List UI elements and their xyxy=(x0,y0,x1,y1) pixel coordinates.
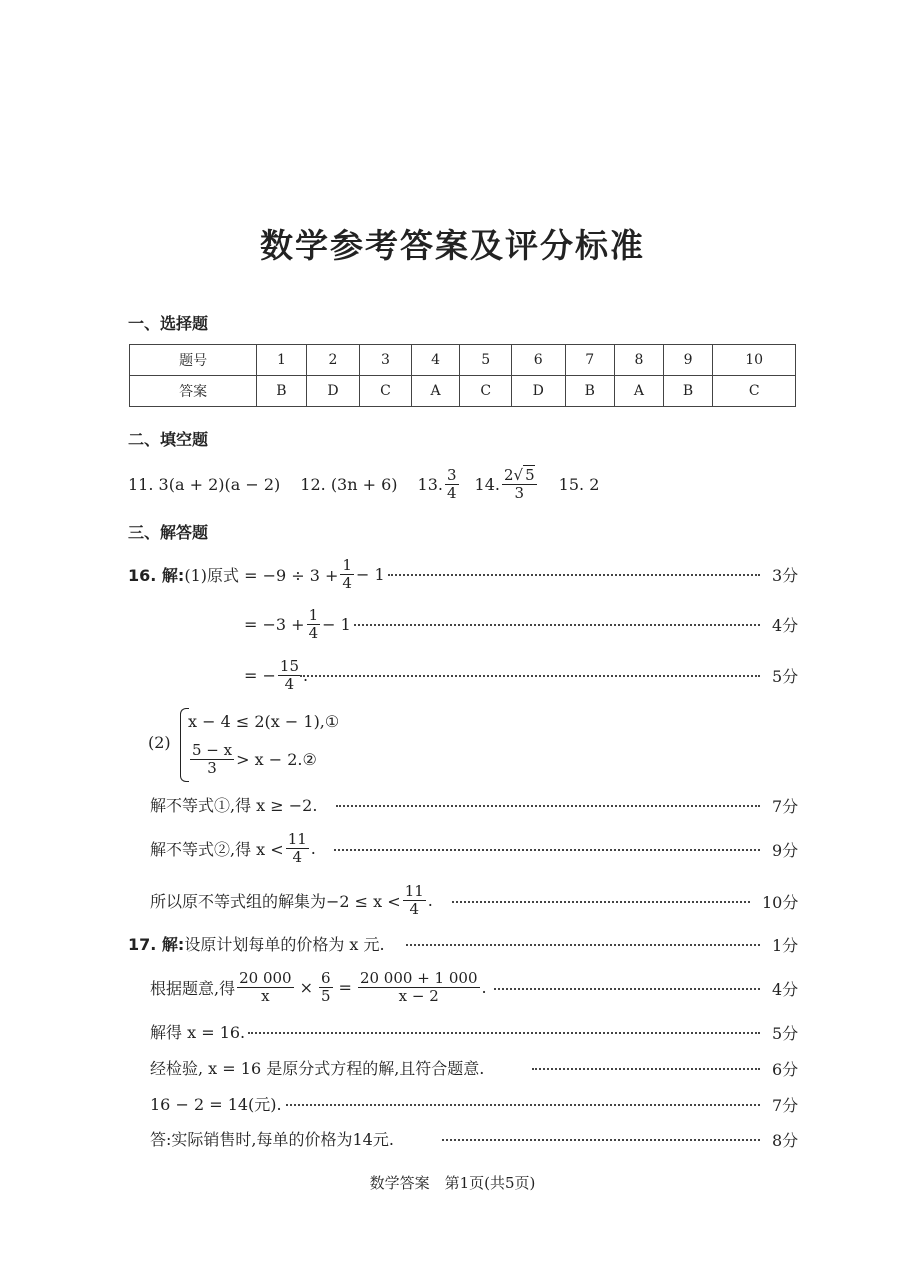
table-cell: 答案 xyxy=(130,376,257,407)
q17-line-1 xyxy=(128,931,385,955)
table-cell: 4 xyxy=(411,345,460,376)
denominator: 5 xyxy=(321,986,331,1005)
table-cell: 10 xyxy=(713,345,796,376)
expression: . xyxy=(481,977,487,997)
leader-dots xyxy=(336,805,760,807)
radicand: 5 xyxy=(525,466,535,484)
part-2-label: (2) xyxy=(148,733,171,752)
expression: (1)原式 = −9 ÷ 3 + xyxy=(184,565,339,585)
leader-dots xyxy=(494,988,760,990)
table-cell: D xyxy=(306,376,360,407)
numerator: 15 xyxy=(279,657,299,675)
fill-q12: 12. (3n + 6) xyxy=(300,474,398,494)
q16-line-2 xyxy=(244,604,351,644)
leader-dots xyxy=(248,1032,760,1034)
fraction xyxy=(307,607,321,641)
numerator: 1 xyxy=(342,556,352,574)
table-cell: 7 xyxy=(565,345,615,376)
q16-step-1: 解不等式①,得 x ≥ −2. xyxy=(150,795,318,815)
section-choice-heading: 一、选择题 xyxy=(128,314,209,333)
table-cell: 6 xyxy=(511,345,565,376)
q17-line-4: 经检验, x = 16 是原分式方程的解,且符合题意. xyxy=(150,1058,485,1078)
denominator: 4 xyxy=(308,623,319,642)
page-title: 数学参考答案及评分标准 xyxy=(260,226,645,265)
table-cell: 8 xyxy=(615,345,664,376)
expression: = −3 + xyxy=(244,614,305,634)
score: 5分 xyxy=(772,667,799,686)
q17-line-5: 16 − 2 = 14(元). xyxy=(150,1094,282,1114)
fill-q15: 15. 2 xyxy=(558,474,600,494)
leader-dots xyxy=(532,1068,760,1070)
table-row xyxy=(130,376,796,407)
q16-step-3 xyxy=(150,880,433,920)
score: 1分 xyxy=(772,936,799,955)
fill-q13-fraction xyxy=(445,467,459,501)
score: 7分 xyxy=(772,1096,799,1115)
q16-label: 16. 解: xyxy=(128,565,185,585)
score: 4分 xyxy=(772,616,799,635)
page-footer: 数学答案 第1页(共5页) xyxy=(369,1174,536,1192)
score: 6分 xyxy=(772,1060,799,1079)
fraction xyxy=(278,658,301,692)
leader-dots xyxy=(354,624,760,626)
table-cell: 5 xyxy=(460,345,511,376)
denominator: x − 2 xyxy=(398,986,439,1005)
numerator: 11 xyxy=(287,830,307,848)
expression: . xyxy=(303,665,309,685)
fill-answers-line xyxy=(128,462,599,506)
expression: 设原计划每单的价格为 x 元. xyxy=(184,934,385,954)
fraction xyxy=(358,970,480,1004)
table-cell: D xyxy=(511,376,565,407)
table-cell: 3 xyxy=(360,345,411,376)
table-cell: B xyxy=(565,376,615,407)
score: 9分 xyxy=(772,841,799,860)
denominator: 4 xyxy=(284,674,295,693)
numerator: 2√ 5 xyxy=(504,466,535,484)
table-row xyxy=(130,345,796,376)
score: 5分 xyxy=(772,1024,799,1043)
fraction xyxy=(319,970,333,1004)
expression: 解不等式②,得 x < xyxy=(150,839,284,859)
q17-label: 17. 解: xyxy=(128,934,185,954)
leader-dots xyxy=(334,849,760,851)
fraction xyxy=(286,831,309,865)
leader-dots xyxy=(442,1139,760,1141)
fraction xyxy=(403,883,426,917)
leader-dots xyxy=(406,944,760,946)
inequality-2 xyxy=(188,738,317,780)
inequality-1: x − 4 ≤ 2(x − 1),① xyxy=(188,711,340,731)
expression: 所以原不等式组的解集为−2 ≤ x < xyxy=(150,891,401,911)
table-cell: C xyxy=(460,376,511,407)
expression: = − xyxy=(244,665,276,685)
score: 4分 xyxy=(772,980,799,999)
q17-line-6: 答:实际销售时,每单的价格为14元. xyxy=(150,1129,394,1149)
q16-line-1 xyxy=(128,554,385,594)
table-cell: C xyxy=(360,376,411,407)
q16-line-3 xyxy=(244,655,308,695)
table-cell: 2 xyxy=(306,345,360,376)
leader-dots xyxy=(286,1104,760,1106)
expression: 根据题意,得 xyxy=(150,978,236,998)
fill-q13-label: 13. xyxy=(417,474,443,494)
expression: − 1 xyxy=(322,614,351,634)
numerator: 11 xyxy=(404,882,424,900)
table-cell: B xyxy=(257,376,307,407)
denominator: 4 xyxy=(342,573,352,592)
score: 8分 xyxy=(772,1131,799,1150)
denominator: 4 xyxy=(292,847,303,866)
leader-dots xyxy=(300,675,760,677)
fraction xyxy=(237,970,294,1004)
expression: − 1 xyxy=(355,564,385,584)
denominator: 3 xyxy=(514,483,525,502)
denominator: 4 xyxy=(447,483,457,502)
fraction xyxy=(190,742,234,776)
table-cell: A xyxy=(615,376,664,407)
coefficient: 2 xyxy=(504,466,514,484)
q17-line-3: 解得 x = 16. xyxy=(150,1022,246,1042)
denominator: 4 xyxy=(409,899,419,918)
numerator: 5 − x xyxy=(192,741,233,759)
leader-dots xyxy=(388,574,760,576)
leader-dots xyxy=(452,901,750,903)
table-cell: 1 xyxy=(257,345,307,376)
denominator: x xyxy=(261,986,270,1005)
score: 10分 xyxy=(762,893,799,912)
numerator: 3 xyxy=(447,466,457,484)
q16-step-2 xyxy=(150,828,316,868)
numerator: 1 xyxy=(308,606,319,624)
operator: = xyxy=(338,977,352,997)
table-cell: 题号 xyxy=(130,345,257,376)
choice-answer-table xyxy=(129,344,796,407)
expression: . xyxy=(427,890,433,910)
fill-q11: 11. 3(a + 2)(a − 2) xyxy=(128,474,281,494)
denominator: 3 xyxy=(207,758,217,777)
expression: > x − 2.② xyxy=(236,749,317,769)
operator: × xyxy=(299,977,313,997)
table-cell: 9 xyxy=(663,345,713,376)
table-cell: B xyxy=(663,376,713,407)
score: 3分 xyxy=(772,566,799,585)
table-cell: A xyxy=(411,376,460,407)
table-cell: C xyxy=(713,376,796,407)
expression: . xyxy=(310,838,316,858)
fraction xyxy=(340,557,354,591)
section-solve-heading: 三、解答题 xyxy=(128,523,209,542)
score: 7分 xyxy=(772,797,799,816)
fill-q14-label: 14. xyxy=(474,474,500,494)
fill-q14-fraction xyxy=(502,467,537,501)
numerator: 6 xyxy=(321,969,331,987)
section-fill-heading: 二、填空题 xyxy=(128,430,209,449)
numerator: 20 000 + 1 000 xyxy=(359,969,478,987)
numerator: 20 000 xyxy=(239,969,292,987)
q17-line-2 xyxy=(150,966,487,1008)
